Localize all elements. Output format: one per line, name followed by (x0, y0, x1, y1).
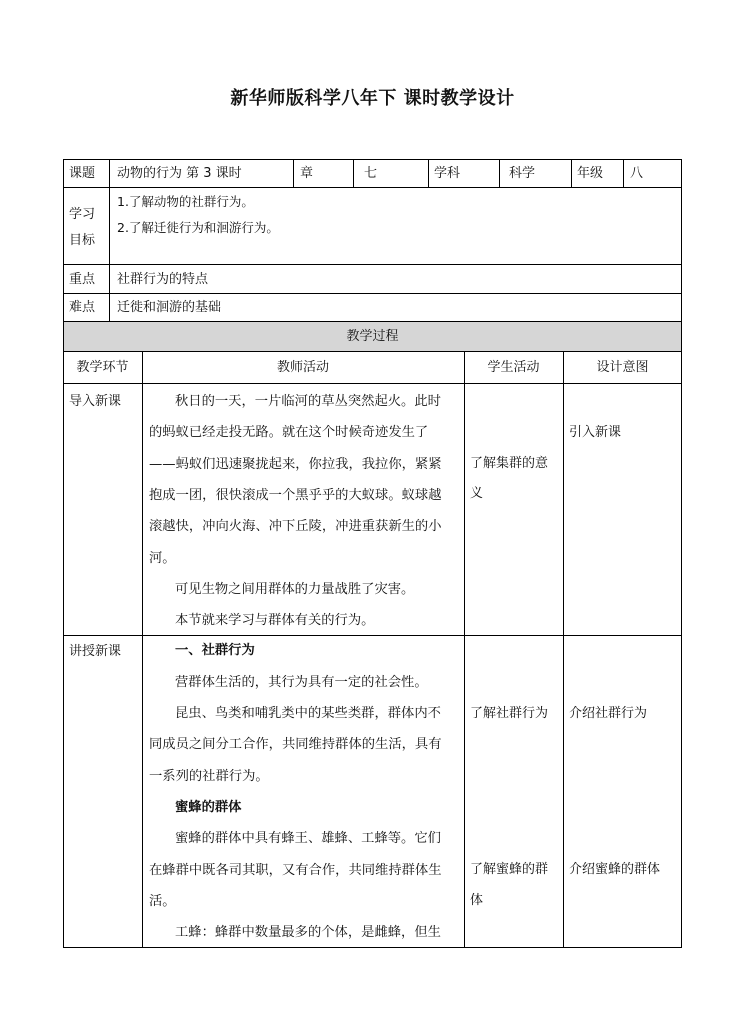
new-heading: 一、社群行为 (175, 643, 255, 658)
rule (63, 321, 682, 322)
chapter-value: 七 (364, 166, 378, 181)
rule (63, 293, 682, 294)
intro-line: 抱成一团，很快滚成一个黑乎乎的大蚁球。蚁球越 (149, 488, 442, 503)
goals-label: 学习 (69, 207, 96, 222)
rule (63, 351, 682, 352)
subject-label: 学科 (434, 166, 461, 181)
new-intent-b: 介绍蜜蜂的群体 (569, 862, 661, 877)
new-line: 昆虫、鸟类和哺乳类中的某些类群，群体内不 (175, 706, 441, 721)
goal-item: 1.了解动物的社群行为。 (117, 194, 254, 209)
difficult-value: 迁徙和洄游的基础 (117, 300, 222, 315)
rule (563, 351, 564, 948)
rule (571, 159, 572, 187)
intro-line: ——蚂蚁们迅速聚拢起来，你拉我，我拉你，紧紧 (149, 457, 442, 472)
stage-new: 讲授新课 (69, 644, 122, 659)
new-line: 一系列的社群行为。 (149, 769, 269, 784)
header-teacher: 教师活动 (276, 360, 329, 375)
rule (63, 159, 64, 948)
new-sub-heading: 蜜蜂的群体 (175, 800, 242, 815)
rule (464, 351, 465, 948)
rule (681, 159, 682, 948)
rule (63, 383, 682, 384)
page-title: 新华师版科学八年下 课时教学设计 (230, 88, 515, 109)
rule (499, 159, 500, 187)
grade-value: 八 (630, 166, 644, 181)
intro-line: 秋日的一天，一片临河的草丛突然起火。此时 (175, 394, 441, 409)
new-line: 在蜂群中既各司其职，又有合作，共同维持群体生 (149, 863, 442, 878)
new-student-b: 了解蜜蜂的群 (470, 862, 549, 877)
course-label: 课题 (69, 166, 96, 181)
rule (109, 159, 110, 321)
header-student: 学生活动 (487, 360, 540, 375)
chapter-label: 章 (300, 166, 314, 181)
intro-student: 了解集群的意 (470, 456, 549, 471)
stage-intro: 导入新课 (69, 394, 122, 409)
new-line: 工蜂：蜂群中数量最多的个体，是雌蜂，但生 (175, 925, 441, 940)
new-line: 同成员之间分工合作，共同维持群体的生活，具有 (149, 737, 442, 752)
rule (63, 187, 682, 188)
intro-intent: 引入新课 (569, 425, 622, 440)
new-student-b: 体 (470, 893, 484, 908)
rule (428, 159, 429, 187)
goal-item: 2.了解迁徙行为和洄游行为。 (117, 220, 279, 235)
rule (353, 159, 354, 187)
key-value: 社群行为的特点 (117, 272, 209, 287)
lesson-plan-table (63, 159, 682, 948)
new-student-a: 了解社群行为 (470, 706, 549, 721)
intro-line: 可见生物之间用群体的力量战胜了灾害。 (175, 582, 415, 597)
rule (63, 264, 682, 265)
difficult-label: 难点 (69, 300, 96, 315)
header-intent: 设计意图 (596, 360, 649, 375)
intro-line: 的蚂蚁已经走投无路。就在这个时候奇迹发生了 (149, 425, 429, 440)
subject-value: 科学 (509, 166, 536, 181)
process-heading: 教学过程 (346, 329, 399, 344)
intro-line: 滚越快，冲向火海、冲下丘陵，冲进重获新生的小 (149, 519, 442, 534)
key-label: 重点 (69, 272, 96, 287)
goals-label: 目标 (69, 233, 96, 248)
new-intent-a: 介绍社群行为 (569, 706, 648, 721)
intro-line: 本节就来学习与群体有关的行为。 (175, 613, 375, 628)
rule (293, 159, 294, 187)
course-value: 动物的行为 第 3 课时 (117, 166, 242, 181)
new-line: 蜜蜂的群体中具有蜂王、雄蜂、工蜂等。它们 (175, 831, 441, 846)
rule (623, 159, 624, 187)
intro-line: 河。 (149, 551, 176, 566)
header-stage: 教学环节 (76, 360, 129, 375)
rule (142, 351, 143, 948)
new-line: 营群体生活的，其行为具有一定的社会性。 (175, 675, 428, 690)
rule (63, 159, 682, 160)
intro-student: 义 (470, 486, 484, 501)
new-line: 活。 (149, 894, 176, 909)
grade-label: 年级 (577, 166, 604, 181)
